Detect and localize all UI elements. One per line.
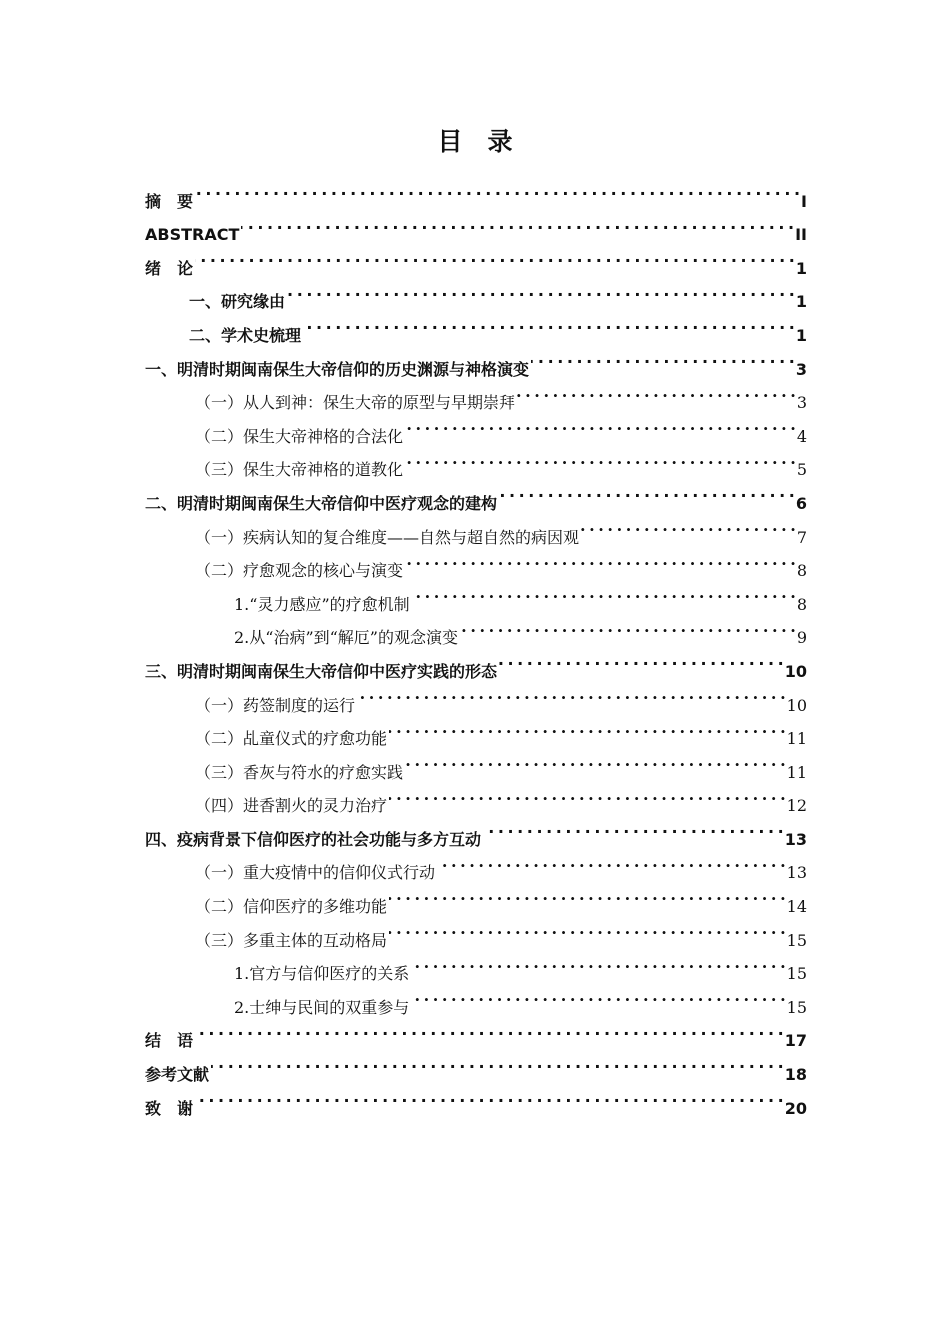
- toc-entry-page-number: 15: [786, 997, 807, 1017]
- toc-entry[interactable]: [145, 1046, 807, 1085]
- toc-entry-page-number: 1: [795, 258, 807, 278]
- dot-leader: [303, 307, 794, 341]
- toc-entry-page-number: 15: [786, 964, 807, 984]
- dot-leader: [517, 375, 795, 409]
- toc-entry-label: （一）从人到神：保生大帝的原型与早期崇拜: [195, 393, 516, 413]
- toc-entry-label: 致 谢: [145, 1098, 194, 1118]
- toc-entry[interactable]: [145, 240, 807, 278]
- dot-leader: [483, 811, 783, 845]
- toc-entry-page-number: 10: [786, 695, 807, 715]
- dot-leader: [499, 475, 794, 509]
- dot-leader: [460, 610, 795, 644]
- toc-entry-label: （三）香灰与符水的疗愈实践: [195, 762, 404, 782]
- dot-leader: [389, 778, 785, 812]
- dot-leader: [405, 408, 795, 442]
- toc-entry-label: 结 语: [145, 1031, 194, 1051]
- toc-entry-label: 三、明清时期闽南保生大帝信仰中医疗实践的形态: [145, 661, 498, 681]
- dot-leader: [195, 173, 799, 207]
- toc-entry-label: （三）多重主体的互动格局: [195, 930, 388, 950]
- dot-leader: [581, 509, 795, 543]
- toc-entry[interactable]: [145, 1080, 807, 1118]
- toc-entry-page-number: 9: [796, 628, 807, 648]
- toc-entry-page-number: 5: [796, 460, 807, 480]
- toc-entry-label: 一、明清时期闽南保生大帝信仰的历史渊源与神格演变: [145, 359, 530, 379]
- dot-leader: [412, 576, 795, 610]
- dot-leader: [531, 341, 794, 375]
- toc-entry-label: （二）保生大帝神格的合法化: [195, 426, 404, 446]
- toc-entry-page-number: 18: [784, 1065, 807, 1085]
- toc-entry-page-number: 6: [795, 493, 807, 513]
- toc-entry-page-number: 8: [796, 561, 807, 581]
- toc-entry-page-number: 14: [786, 897, 807, 917]
- toc-entry-label: 摘 要: [145, 191, 194, 211]
- toc-entry-page-number: 11: [786, 729, 807, 749]
- toc-entry[interactable]: [145, 173, 807, 211]
- toc-entry-page-number: II: [795, 225, 807, 245]
- toc-entry[interactable]: [145, 207, 807, 245]
- toc-entry-label: （二）信仰医疗的多维功能: [195, 897, 388, 917]
- toc-entry-label: （四）进香割火的灵力治疗: [195, 796, 388, 816]
- toc-entry-page-number: 13: [784, 829, 807, 849]
- toc-entry-page-number: I: [801, 191, 807, 211]
- toc-entry[interactable]: [145, 1013, 807, 1051]
- dot-leader: [389, 711, 785, 745]
- toc-entry-label: 二、明清时期闽南保生大帝信仰中医疗观念的建构: [145, 493, 498, 513]
- toc-entry-label: 2.士绅与民间的双重参与: [234, 997, 410, 1017]
- dot-leader: [405, 744, 785, 778]
- toc-entry-label: （一）重大疫情中的信仰仪式行动: [195, 863, 436, 883]
- toc-entry-page-number: 17: [784, 1031, 807, 1051]
- toc-entry-label: 2.从“治病”到“解厄”的观念演变: [234, 628, 458, 648]
- dot-leader: [211, 1046, 783, 1080]
- dot-leader: [389, 878, 785, 912]
- toc-entry-label: 1.官方与信仰医疗的关系: [234, 964, 410, 984]
- toc-entry-label: （一）疾病认知的复合维度——自然与超自然的病因观: [195, 527, 580, 547]
- toc-entry-label: 四、疫病背景下信仰医疗的社会功能与多方互动: [145, 829, 482, 849]
- dot-leader: [287, 274, 794, 308]
- dot-leader: [405, 543, 795, 577]
- toc-entry-page-number: 8: [796, 594, 807, 614]
- toc-entry-page-number: 3: [796, 393, 807, 413]
- dot-leader: [195, 1013, 783, 1047]
- toc-entry-page-number: 13: [786, 863, 807, 883]
- dot-leader: [241, 207, 793, 241]
- toc-entry-label: （三）保生大帝神格的道教化: [195, 460, 404, 480]
- toc-entry-page-number: 3: [795, 359, 807, 379]
- dot-leader: [357, 677, 785, 711]
- dot-leader: [411, 946, 784, 980]
- toc-entry-page-number: 4: [796, 426, 807, 446]
- toc-entry-label: （二）乩童仪式的疗愈功能: [195, 729, 388, 749]
- toc-entry-label: 1.“灵力感应”的疗愈机制: [234, 594, 410, 614]
- toc-entry-page-number: 12: [786, 796, 807, 816]
- toc-entry-page-number: 15: [786, 930, 807, 950]
- page-title: 目 录: [437, 127, 513, 156]
- dot-leader: [195, 240, 794, 274]
- toc-entry-label: （一）药签制度的运行: [195, 695, 356, 715]
- dot-leader: [389, 912, 785, 946]
- toc-entry-page-number: 20: [784, 1098, 807, 1118]
- dot-leader: [195, 1080, 783, 1114]
- toc-entry-page-number: 7: [796, 527, 807, 547]
- toc-entry[interactable]: [145, 274, 807, 312]
- toc-entry-label: 二、学术史梳理: [189, 325, 302, 345]
- toc-entry-label: 绪 论: [145, 258, 194, 278]
- toc-entry-page-number: 10: [784, 661, 807, 681]
- toc-entry-label: ABSTRACT: [145, 225, 240, 245]
- toc-entry-label: （二）疗愈观念的核心与演变: [195, 561, 404, 581]
- dot-leader: [437, 845, 785, 879]
- dot-leader: [499, 643, 783, 677]
- toc-entry-label: 参考文献: [145, 1065, 210, 1085]
- table-of-contents: [145, 173, 807, 1118]
- toc-entry-page-number: 1: [795, 292, 807, 312]
- toc-entry-label: 一、研究缘由: [189, 292, 286, 312]
- toc-entry-page-number: 11: [786, 762, 807, 782]
- toc-entry-page-number: 1: [795, 325, 807, 345]
- dot-leader: [411, 979, 784, 1013]
- dot-leader: [405, 442, 795, 476]
